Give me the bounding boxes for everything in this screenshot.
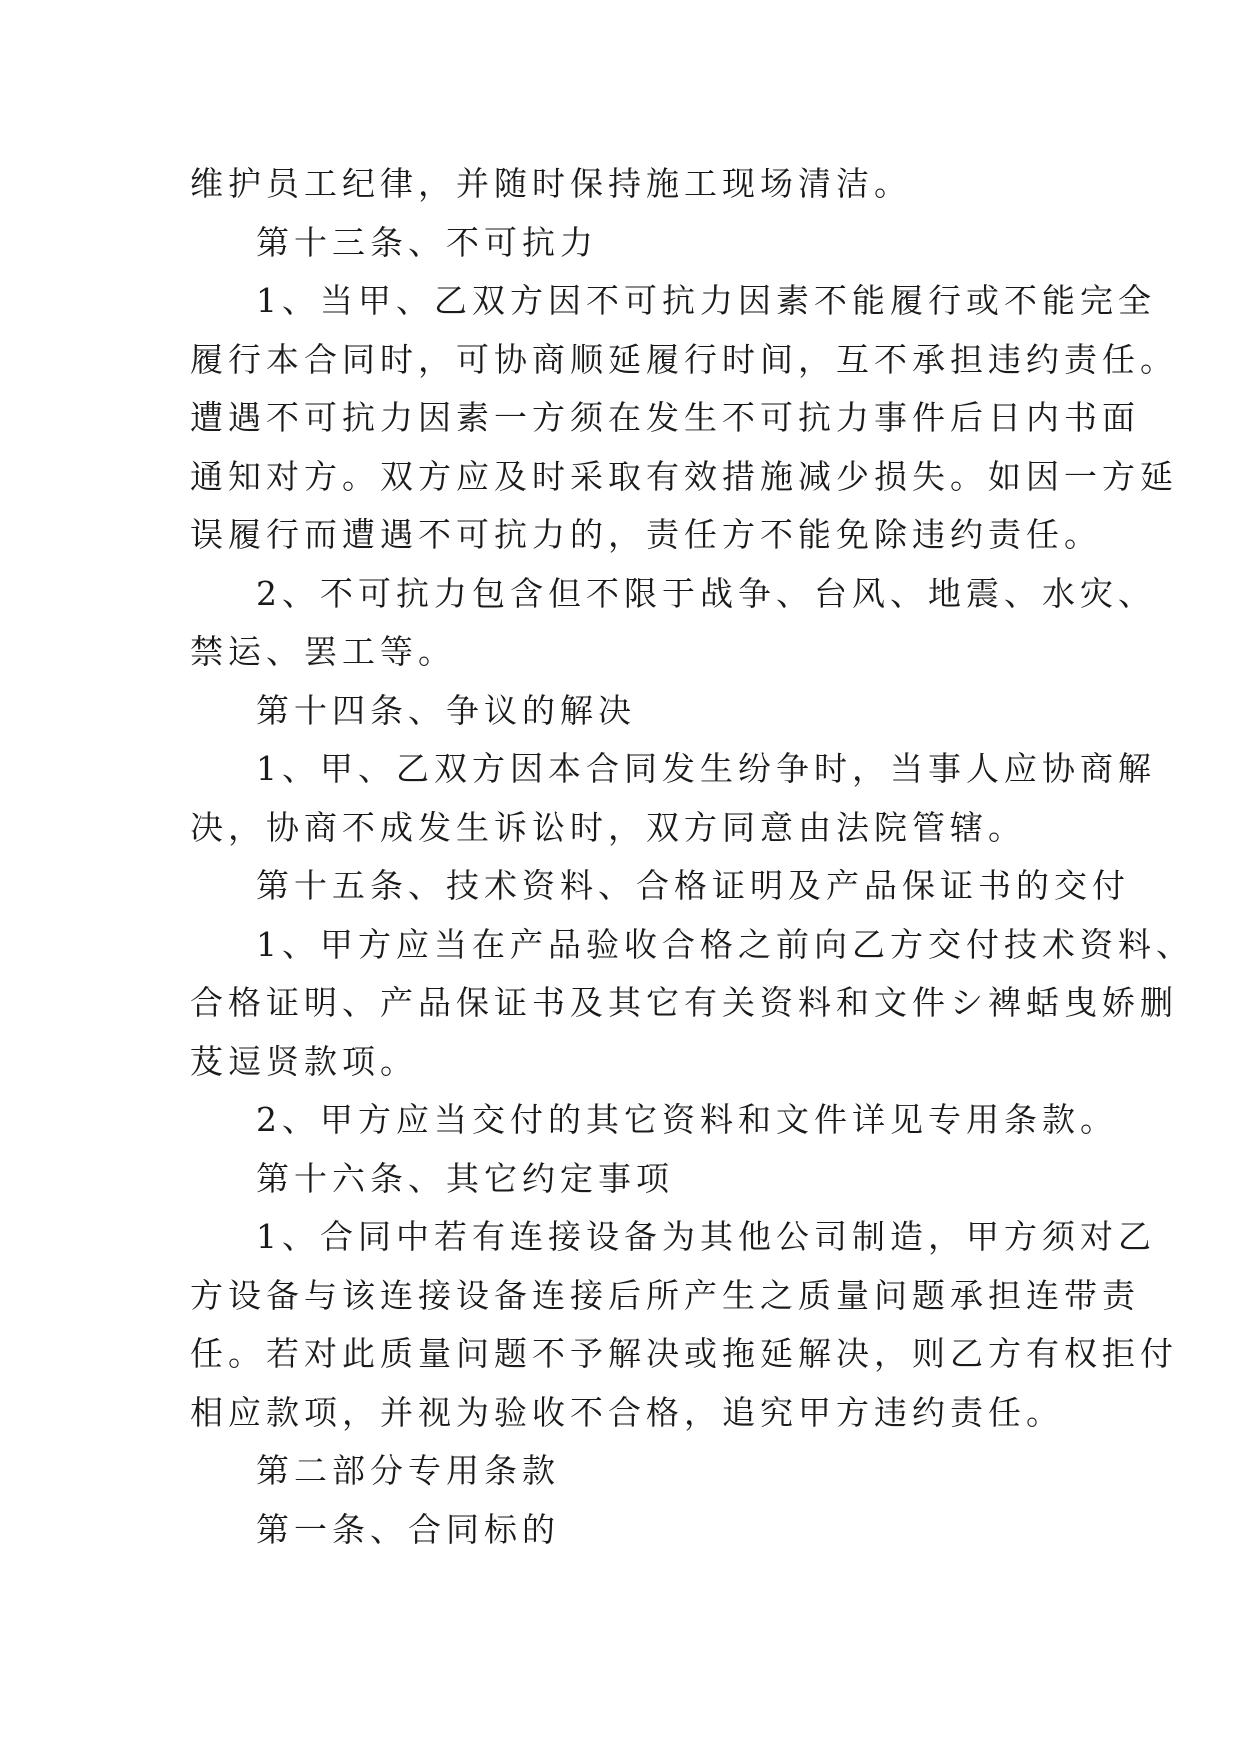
text-line: 1、当甲、乙双方因不可抗力因素不能履行或不能完全 [256,281,1156,320]
text-line: 合格证明、产品保证书及其它有关资料和文件シ裨蛞曳娇删 [190,983,1178,1022]
text-line: 1、合同中若有连接设备为其他公司制造，甲方须对乙 [256,1217,1156,1256]
text-line: 任。若对此质量问题不予解决或拖延解决，则乙方有权拒付 [190,1334,1178,1373]
text-line: 误履行而遭遇不可抗力的，责任方不能免除违约责任。 [190,515,1102,554]
text-line: 禁运、罢工等。 [190,632,456,671]
document-body [190,155,1194,1559]
text-line: 决，协商不成发生诉讼时，双方同意由法院管辖。 [190,807,1026,847]
text-line: 第十六条、其它约定事项 [256,1158,674,1198]
text-line: 维护员工纪律，并随时保持施工现场清洁。 [190,164,912,203]
text-line: 履行本合同时，可协商顺延履行时间，互不承担违约责任。 [190,339,1178,379]
text-line: 2、甲方应当交付的其它资料和文件详见专用条款。 [256,1100,1118,1139]
text-line: 第十五条、技术资料、合格证明及产品保证书的交付 [256,866,1130,905]
text-line: 第十四条、争议的解决 [256,690,636,730]
text-line: 1、甲、乙双方因本合同发生纷争时，当事人应协商解 [256,749,1156,788]
text-line: 2、不可抗力包含但不限于战争、台风、地震、水灾、 [256,573,1156,613]
text-line: 第十三条、不可抗力 [256,222,598,262]
text-line: 1、甲方应当在产品验收合格之前向乙方交付技术资料、 [256,924,1194,964]
text-line: 相应款项，并视为验收不合格，追究甲方违约责任。 [190,1392,1064,1432]
text-line: 通知对方。双方应及时采取有效措施减少损失。如因一方延 [190,456,1178,496]
text-line: 方设备与该连接设备连接后所产生之质量问题承担连带责 [190,1275,1140,1315]
text-line: 第一条、合同标的 [256,1509,560,1549]
text-line: 第二部分专用条款 [256,1451,560,1490]
text-line: 遭遇不可抗力因素一方须在发生不可抗力事件后日内书面 [190,398,1140,437]
text-line: 芨逗贤款项。 [190,1041,418,1081]
